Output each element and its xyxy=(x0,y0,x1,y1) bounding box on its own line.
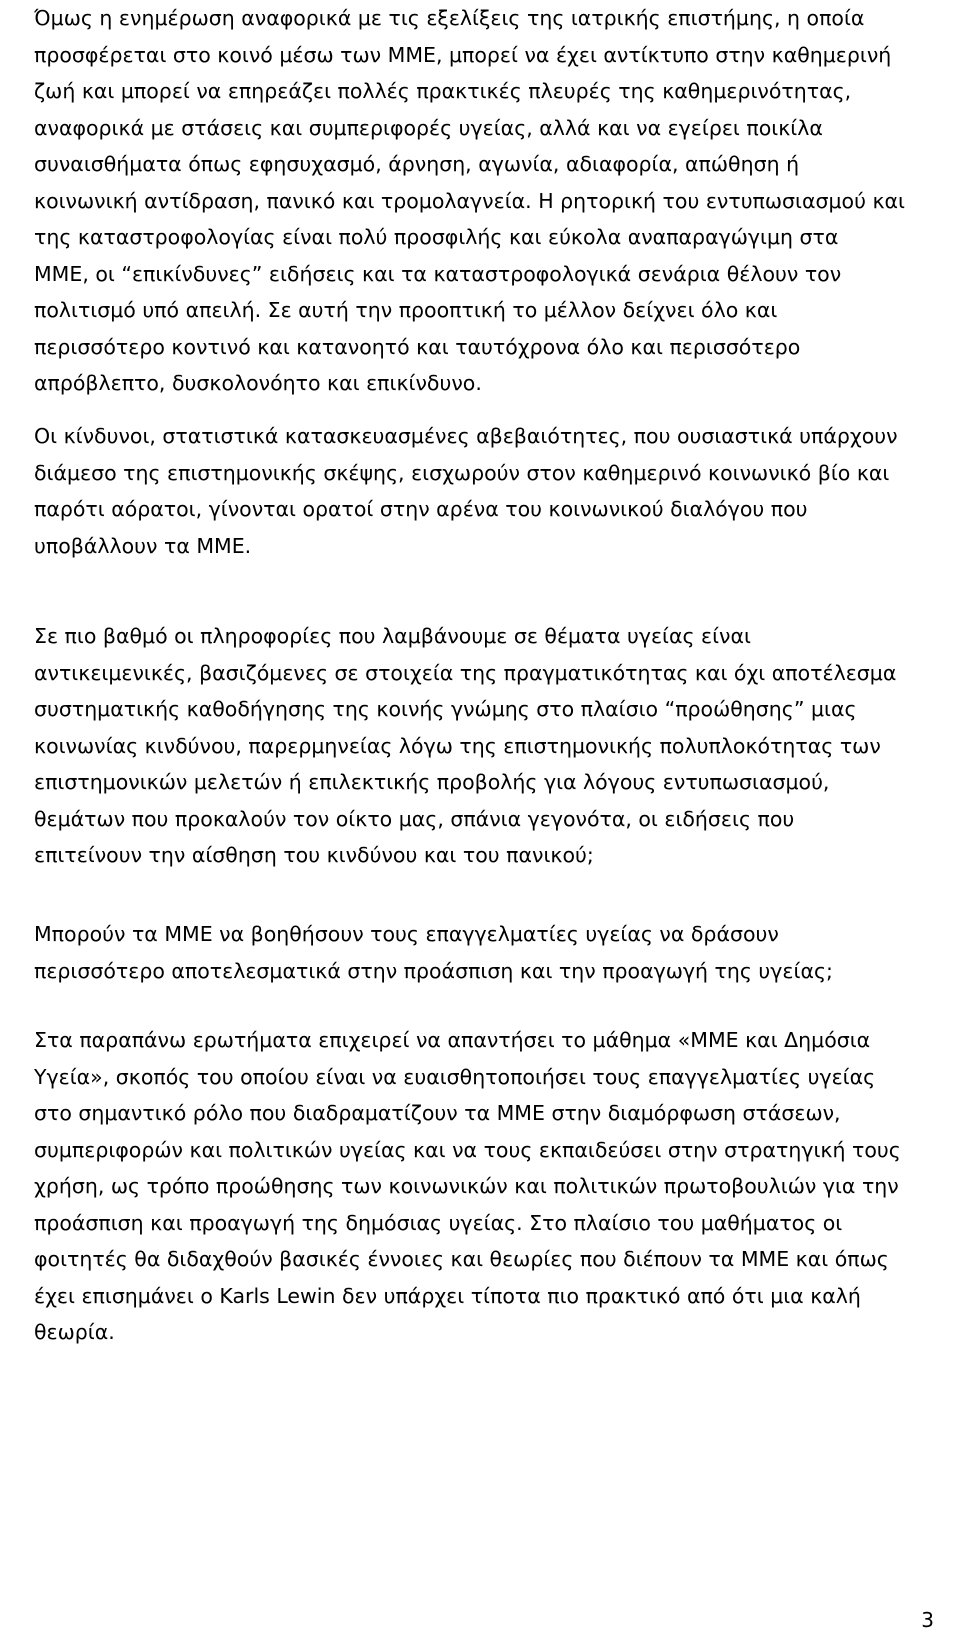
text-line: φοιτητές θα διδαχθούν βασικές έννοιες και θεωρίες που διέπουν τα ΜΜΕ και όπως xyxy=(34,1247,889,1271)
text-line: χρήση, ως τρόπο προώθησης των κοινωνικών και πολιτικών πρωτοβουλιών για την xyxy=(34,1174,899,1198)
text-line: παρότι αόρατοι, γίνονται ορατοί στην αρένα του κοινωνικού διαλόγου που xyxy=(34,497,808,521)
text-line: περισσότερο αποτελεσματικά στην προάσπιση και την προαγωγή της υγείας; xyxy=(34,958,833,983)
text-line: κοινωνική αντίδραση, πανικό και τρομολαγνεία. Η ρητορική του εντυπωσιασμού και xyxy=(34,188,905,213)
paragraph xyxy=(34,618,934,874)
text-line: επιτείνουν την αίσθηση του κινδύνου και του πανικού; xyxy=(34,843,594,867)
page-number: 3 xyxy=(921,1608,934,1632)
text-line: απρόβλεπτο, δυσκολονόητο και επικίνδυνο. xyxy=(34,371,482,395)
text-line: προσφέρεται στο κοινό μέσω των ΜΜΕ, μπορεί να έχει αντίκτυπο στην καθημερινή xyxy=(34,42,892,67)
paragraph xyxy=(34,418,934,564)
text-line: Όμως η ενημέρωση αναφορικά με τις εξελίξεις της ιατρικής επιστήμης, η οποία xyxy=(34,6,865,30)
text-line: συμπεριφορών και πολιτικών υγείας και να τους εκπαιδεύσει στην στρατηγική τους xyxy=(34,1137,901,1162)
text-line: της καταστροφολογίας είναι πολύ προσφιλής και εύκολα αναπαραγώγιμη στα xyxy=(34,225,839,249)
paragraph xyxy=(34,0,934,402)
text-line: Οι κίνδυνοι, στατιστικά κατασκευασμένες αβεβαιότητες, που ουσιαστικά υπάρχουν xyxy=(34,424,898,448)
text-line: πολιτισμό υπό απειλή. Σε αυτή την προοπτική το μέλλον δείχνει όλο και xyxy=(34,298,778,322)
text-line: ζωή και μπορεί να επηρεάζει πολλές πρακτικές πλευρές της καθημερινότητας, xyxy=(34,79,852,103)
text-line: ΜΜΕ, οι “επικίνδυνες” ειδήσεις και τα καταστροφολογικά σενάρια θέλουν τον xyxy=(34,261,842,286)
text-line: υποβάλλουν τα ΜΜΕ. xyxy=(34,533,252,558)
text-line: Μπορούν τα ΜΜΕ να βοηθήσουν τους επαγγελματίες υγείας να δράσουν xyxy=(34,922,779,946)
text-line: περισσότερο κοντινό και κατανοητό και ταυτόχρονα όλο και περισσότερο xyxy=(34,334,801,359)
text-line: έχει επισημάνει ο Karls Lewin δεν υπάρχει τίποτα πιο πρακτικό από ότι μια καλή xyxy=(34,1283,861,1308)
text-line: κοινωνίας κινδύνου, παρερμηνείας λόγω της επιστημονικής πολυπλοκότητας των xyxy=(34,733,881,758)
text-line: προάσπιση και προαγωγή της δημόσιας υγείας. Στο πλαίσιο του μαθήματος οι xyxy=(34,1210,843,1235)
text-line: Σε πιο βαθμό οι πληροφορίες που λαμβάνουμε σε θέματα υγείας είναι xyxy=(34,624,751,648)
text-line: επιστημονικών μελετών ή επιλεκτικής προβολής για λόγους εντυπωσιασμού, xyxy=(34,770,830,794)
text-line: Υγεία», σκοπός του οποίου είναι να ευαισθητοποιήσει τους επαγγελματίες υγείας xyxy=(34,1064,876,1089)
text-line: συστηματικής καθοδήγησης της κοινής γνώμης στο πλαίσιο “προώθησης” μιας xyxy=(34,697,857,721)
text-line: θεμάτων που προκαλούν τον οίκτο μας, σπάνια γεγονότα, οι ειδήσεις που xyxy=(34,806,795,831)
text-line: διάμεσο της επιστημονικής σκέψης, εισχωρούν στον καθημερινό κοινωνικό βίο και xyxy=(34,460,890,485)
paragraph xyxy=(34,1022,934,1351)
paragraph xyxy=(34,916,934,989)
text-line: Στα παραπάνω ερωτήματα επιχειρεί να απαντήσει το μάθημα «ΜΜΕ και Δημόσια xyxy=(34,1028,871,1052)
text-line: αντικειμενικές, βασιζόμενες σε στοιχεία της πραγματικότητας και όχι αποτέλεσμα xyxy=(34,660,897,685)
text-line: στο σημαντικό ρόλο που διαδραματίζουν τα ΜΜΕ στην διαμόρφωση στάσεων, xyxy=(34,1101,841,1125)
text-line: συναισθήματα όπως εφησυχασμό, άρνηση, αγωνία, αδιαφορία, απώθηση ή xyxy=(34,152,800,176)
text-line: αναφορικά με στάσεις και συμπεριφορές υγείας, αλλά και να εγείρει ποικίλα xyxy=(34,115,823,140)
text-line: θεωρία. xyxy=(34,1320,115,1344)
